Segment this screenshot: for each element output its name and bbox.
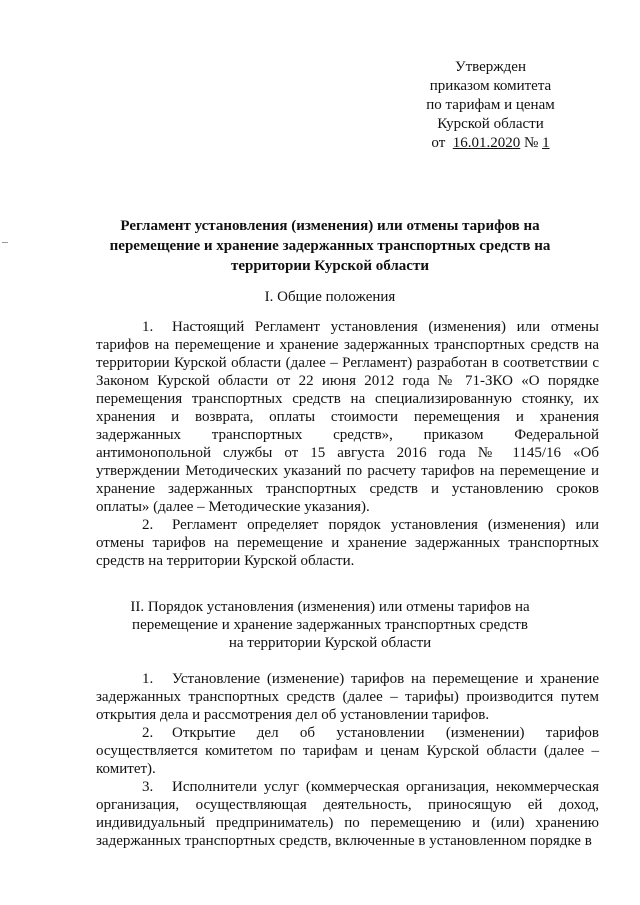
item-text: Установление (изменение) тарифов на перемещение и хранение задержанных транспортных средств (далее – тарифы) производится путем открытия дела и рассмотрения дел об установлении тарифов. (96, 671, 599, 723)
scan-margin-mark (2, 242, 8, 243)
section-2-item-3 (96, 778, 599, 850)
section-2-heading (60, 598, 600, 652)
approval-line: Курской области (437, 116, 544, 132)
approval-line: Утвержден (454, 59, 526, 75)
title-line: перемещение и хранение задержанных транспортных средств на (109, 238, 551, 254)
section-1-heading: I. Общие положения (264, 289, 396, 305)
section-2-item-1 (96, 670, 599, 724)
title-line: Регламент установления (изменения) или отмены тарифов на (120, 218, 540, 234)
item-text: Настоящий Регламент установления (изменения) или отмены тарифов на перемещение и хранение задержанных транспортных средств на территории Курской области (далее – Регламент) разработан в соответствии с Законом Курской области от 22 июня 2012 года № 71-ЗКО «О порядке перемещения транспортных средств на специализированную стоянку, их хранения и возврата, оплаты стоимости перемещения и хранения задержанных транспортных средств», приказом Федеральной антимонопольной службы от 15 августа 2016 года № 1145/16 «Об утверждении Методических указаний по расчету тарифов на перемещение и хранение задержанных транспортных средств и установлению сроков оплаты» (далее – Методические указания). (96, 319, 599, 515)
section-1-item-2 (96, 516, 599, 570)
approval-date: 16.01.2020 (452, 135, 521, 151)
item-text: Открытие дел об установлении (изменении) тарифов осуществляется комитетом по тарифам и ценам Курской области (далее – комитет). (96, 725, 599, 777)
title-line: территории Курской области (231, 258, 429, 274)
approval-date-line (408, 134, 573, 153)
section-1-body (96, 318, 599, 570)
section-2-item-2 (96, 724, 599, 778)
section-2-body (96, 670, 599, 850)
item-number: 2. (142, 725, 154, 741)
item-text: Регламент определяет порядок установления (изменения) или отмены тарифов на перемещение и хранение задержанных транспортных средств на территории Курской области. (96, 517, 599, 569)
section-2-heading-line: перемещение и хранение задержанных транспортных средств (132, 617, 528, 633)
approval-stamp-block (408, 58, 573, 153)
section-1-item-1 (96, 318, 599, 516)
approval-line: приказом комитета (429, 78, 552, 94)
document-title (60, 216, 600, 276)
item-number: 1. (142, 671, 154, 687)
section-2-heading-line: на территории Курской области (228, 635, 432, 651)
approval-date-prefix: от (431, 135, 446, 151)
item-number: 1. (142, 319, 154, 335)
item-text: Исполнители услуг (коммерческая организация, некоммерческая организация, осуществляющая деятельность, приносящую ей доход, индивидуальный предприниматель) по перемещению и (или) хранению задержанных транспортных средств, включенные в установленном порядке в (96, 779, 599, 849)
section-2-heading-line: II. Порядок установления (изменения) или отмены тарифов на (130, 599, 530, 615)
approval-number-sign: № (524, 135, 539, 151)
approval-line: по тарифам и ценам (426, 97, 555, 113)
item-number: 3. (142, 779, 154, 795)
item-number: 2. (142, 517, 154, 533)
approval-number: 1 (542, 135, 550, 151)
